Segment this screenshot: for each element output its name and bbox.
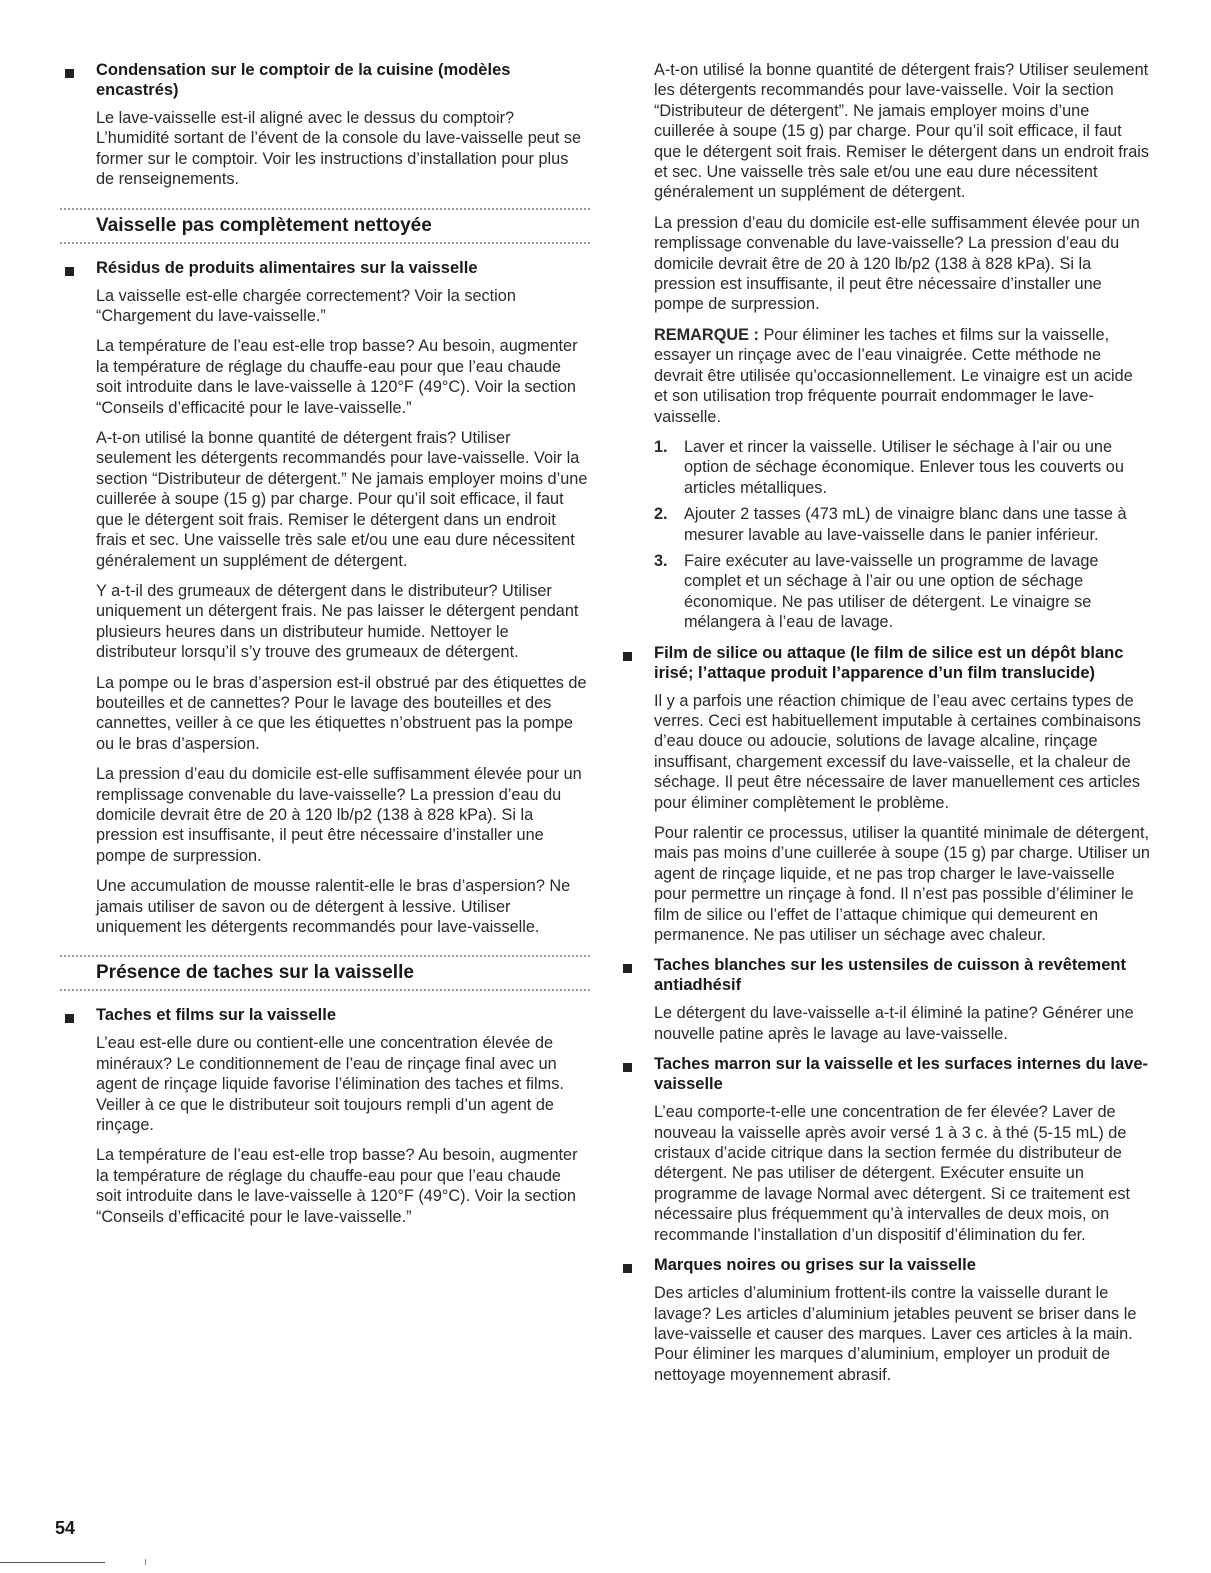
dotted-divider xyxy=(60,989,590,991)
page-number: 54 xyxy=(55,1518,76,1538)
issue-title: Condensation sur le comptoir de la cuisine (modèles encastrés) xyxy=(96,61,511,99)
issue-title: Marques noires ou grises sur la vaisselle xyxy=(654,1256,976,1275)
paragraph: La température de l’eau est-elle trop basse? Au besoin, augmenter la température de réglage du chauffe-eau pour que l’eau chaude soit introduite dans le lave-vaisselle à 120°F (49°C). Voir la section “Conseils d’efficacité pour le lave-vaisselle.” xyxy=(96,337,578,417)
paragraph: L’eau comporte-t-elle une concentration de fer élevée? Laver de nouveau la vaisselle après avoir versé 1 à 3 c. à thé (5-15 mL) de cristaux d’acide citrique dans la section fermée du distributeur de détergent. Ne pas utiliser de détergent. Exécuter ensuite un programme de lavage Normal avec détergent. Si ce traitement est nécessaire plus fréquemment qu’à intervalles de deux mois, on recommande l’installation d’un dispositif d’élimination du fer. xyxy=(654,1103,1131,1244)
list-item xyxy=(654,504,1150,545)
issue-title: Taches blanches sur les ustensiles de cuisson à revêtement antiadhésif xyxy=(654,956,1126,995)
step-number: 3. xyxy=(654,551,668,570)
bullet-square-icon xyxy=(65,267,74,276)
paragraph: A-t-on utilisé la bonne quantité de détergent frais? Utiliser seulement les détergents recommandés pour lave-vaisselle. Voir la section “Distributeur de détergent.” Ne jamais employer moins d’une cuillerée à soupe (15 g) par charge. Pour qu’il soit efficace, il faut que le détergent soit frais. Remiser le détergent dans un endroit frais et sec. Une vaisselle très sale et/ou une eau dure nécessitent généralement un supplément de détergent. xyxy=(96,429,588,570)
issue-title: Résidus de produits alimentaires sur la vaisselle xyxy=(96,258,478,277)
bullet-square-icon xyxy=(623,1264,632,1273)
paragraph: Une accumulation de mousse ralentit-elle le bras d’aspersion? Ne jamais utiliser de savon ou de détergent à lessive. Utiliser uniquement les détergents recommandés pour lave-vaisselle. xyxy=(96,877,571,936)
footer-tick-mark xyxy=(145,1559,146,1565)
section-title: Vaisselle pas complètement nettoyée xyxy=(96,214,432,236)
paragraph: Il y a parfois une réaction chimique de l’eau avec certains types de verres. Ceci est habituellement imputable à certaines combinaisons d’eau douce ou adoucie, solutions de lavage alcaline, rinçage insuffisant, chargement excessif du lave-vaisselle, et la chaleur de séchage. Il peut être nécessaire de laver manuellement ces articles pour éliminer complètement le problème. xyxy=(654,691,1141,812)
vinegar-steps-list xyxy=(654,437,1150,633)
paragraph: Pour ralentir ce processus, utiliser la quantité minimale de détergent, mais pas moins d’une cuillerée à soupe (15 g) par charge. Utiliser un agent de rinçage liquide, et ne pas trop charger le lave-vaisselle pour permettre un rinçage à fond. Il n’est pas possible d’éliminer le film de silice ou l’effet de l’attaque chimique qui demeurent en permanence. Ne pas utiliser un séchage avec chaleur. xyxy=(654,824,1150,945)
issue-film-silice xyxy=(618,643,1150,946)
bullet-square-icon xyxy=(623,1063,632,1072)
bullet-square-icon xyxy=(65,69,74,78)
step-text: Ajouter 2 tasses (473 mL) de vinaigre blanc dans une tasse à mesurer lavable au lave-vaisselle dans le panier inférieur. xyxy=(684,505,1127,544)
paragraph: La pression d’eau du domicile est-elle suffisamment élevée pour un remplissage convenable du lave-vaisselle? La pression d’eau du domicile devrait être de 20 à 120 lb/p2 (138 à 828 kPa). Si la pression est insuffisante, il peut être nécessaire d’installer une pompe de surpression. xyxy=(96,765,582,865)
step-number: 2. xyxy=(654,505,668,524)
bullet-square-icon xyxy=(623,652,632,661)
remarque-label: REMARQUE : xyxy=(654,325,759,344)
step-text: Laver et rincer la vaisselle. Utiliser le séchage à l’air ou une option de séchage économique. Enlever tous les couverts ou articles métalliques. xyxy=(684,437,1124,497)
issue-taches-films xyxy=(60,1005,590,1227)
issue-title: Taches et films sur la vaisselle xyxy=(96,1006,336,1025)
right-column xyxy=(618,60,1150,1395)
list-item xyxy=(654,437,1150,498)
paragraph: La température de l’eau est-elle trop basse? Au besoin, augmenter la température de réglage du chauffe-eau pour que l’eau chaude soit introduite dans le lave-vaisselle à 120°F (49°C). Voir la section “Conseils d’efficacité pour le lave-vaisselle.” xyxy=(96,1146,578,1226)
section-presence-taches xyxy=(60,955,590,991)
paragraph: Le lave-vaisselle est-il aligné avec le dessus du comptoir? L’humidité sortant de l’évent de la console du lave-vaisselle peut se former sur le comptoir. Voir les instructions d’installation pour plus de renseignements. xyxy=(96,109,582,189)
issue-title: Taches marron sur la vaisselle et les surfaces internes du lave-vaisselle xyxy=(654,1055,1149,1094)
remarque-text: Pour éliminer les taches et films sur la vaisselle, essayer un rinçage avec de l’eau vinaigrée. Cette méthode ne devrait être utilisée qu’occasionnellement. Le vinaigre est un acide et son utilisation trop fréquente pourrait endommager le lave-vaisselle. xyxy=(654,325,1133,426)
paragraph: A-t-on utilisé la bonne quantité de détergent frais? Utiliser seulement les détergents recommandés pour lave-vaisselle. Voir la section “Distributeur de détergent”. Ne jamais employer moins d’une cuillerée à soupe (15 g) par charge. Pour qu’il soit efficace, il faut que le détergent soit frais. Remiser le détergent dans un endroit frais et sec. Une vaisselle très sale et/ou une eau dure nécessitent généralement un supplément de détergent. xyxy=(654,61,1150,202)
issue-taches-marron xyxy=(618,1054,1150,1245)
list-item xyxy=(654,551,1150,633)
issue-continuation xyxy=(618,60,1150,633)
issue-condensation xyxy=(60,60,590,190)
dotted-divider xyxy=(60,242,590,244)
issue-marques-noires xyxy=(618,1255,1150,1385)
paragraph: L’eau est-elle dure ou contient-elle une concentration élevée de minéraux? Le conditionnement de l’eau de rinçage final avec un agent de rinçage liquide favorise l’élimination des taches et films. Veiller à ce que le distributeur soit toujours rempli d’un agent de rinçage. xyxy=(96,1034,564,1135)
footer-rule xyxy=(0,1562,105,1563)
issue-residus xyxy=(60,258,590,938)
remarque-note xyxy=(654,325,1150,427)
paragraph: La vaisselle est-elle chargée correctement? Voir la section “Chargement du lave-vaisselle.” xyxy=(96,286,516,326)
paragraph: La pression d’eau du domicile est-elle suffisamment élevée pour un remplissage convenable du lave-vaisselle? La pression d’eau du domicile devrait être de 20 à 120 lb/p2 (138 à 828 kPa). Si la pression est insuffisante, il peut être nécessaire d’installer une pompe de surpression. xyxy=(654,213,1140,314)
paragraph: Des articles d’aluminium frottent-ils contre la vaisselle durant le lavage? Les articles d’aluminium jetables peuvent se briser dans le lave-vaisselle et causer des marques. Laver ces articles à la main. Pour éliminer les marques d’aluminium, employer un produit de nettoyage moyennement abrasif. xyxy=(654,1284,1137,1384)
issue-title: Film de silice ou attaque (le film de silice est un dépôt blanc irisé; l’attaque produit l’apparence d’un film translucide) xyxy=(654,643,1124,682)
section-title: Présence de taches sur la vaisselle xyxy=(96,962,414,984)
bullet-square-icon xyxy=(65,1014,74,1023)
paragraph: Y a-t-il des grumeaux de détergent dans le distributeur? Utiliser uniquement un détergent frais. Ne pas laisser le détergent pendant plusieurs heures dans un distributeur humide. Nettoyer le distributeur lorsqu’il s’y trouve des grumeaux de détergent. xyxy=(96,581,579,662)
step-text: Faire exécuter au lave-vaisselle un programme de lavage complet et un séchage à l’air ou une option de séchage économique. Ne pas utiliser de détergent. Le vinaigre se mélangera à l’eau de lavage. xyxy=(684,551,1099,632)
section-vaisselle-pas-nettoyee xyxy=(60,208,590,244)
paragraph: Le détergent du lave-vaisselle a-t-il éliminé la patine? Générer une nouvelle patine après le lavage au lave-vaisselle. xyxy=(654,1004,1134,1043)
left-column xyxy=(60,60,590,1237)
step-number: 1. xyxy=(654,437,668,456)
bullet-square-icon xyxy=(623,964,632,973)
issue-taches-blanches xyxy=(618,955,1150,1044)
paragraph: La pompe ou le bras d’aspersion est-il obstrué par des étiquettes de bouteilles et de cannettes? Pour le lavage des bouteilles et des cannettes, veiller à ce que les étiquettes n’obstruent pas la pompe ou le bras d’aspersion. xyxy=(96,673,587,753)
